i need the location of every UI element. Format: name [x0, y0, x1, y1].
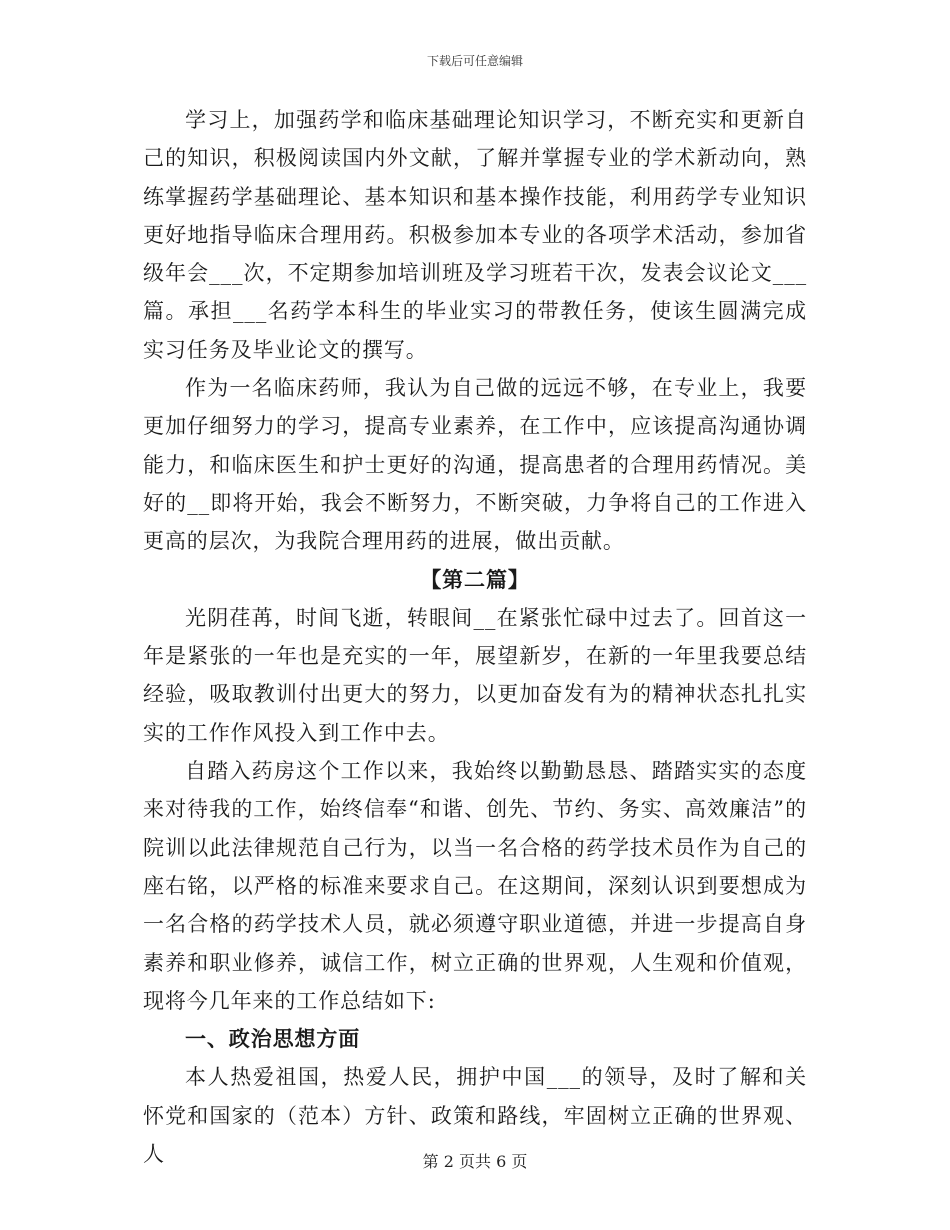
document-body [143, 101, 807, 1173]
subheading-political-thought: 一、政治思想方面 [185, 1026, 361, 1052]
section-title: 【第二篇】 [420, 566, 530, 592]
paragraph-time-flies: 光阴荏苒，时间飞逝，转眼间__在紧张忙碌中过去了。回首这一年是紧张的一年也是充实的一年，展望新岁，在新的一年里我要总结经验，吸取教训付出更大的努力，以更加奋发有为的精神状态扎扎实实的工作作风投入到工作中去。 [143, 605, 807, 745]
paragraph-patriotism: 本人热爱祖国，热爱人民，拥护中国___的领导，及时了解和关怀党和国家的（范本）方针、政策和路线，牢固树立正确的世界观、人 [143, 1065, 807, 1167]
paragraph-pharmacy-work: 自踏入药房这个工作以来，我始终以勤勤恳恳、踏踏实实的态度来对待我的工作，始终信奉“和谐、创先、节约、务实、高效廉洁”的院训以此法律规范自己行为，以当一名合格的药学技术员作为自己的座右铭，以严格的标准来要求自己。在这期间，深刻认识到要想成为一名合格的药学技术人员，就必须遵守职业道德，并进一步提高自身素养和职业修养，诚信工作，树立正确的世界观，人生观和价值观，现将今几年来的工作总结如下: [143, 759, 807, 1013]
paragraph-clinical-pharmacist: 作为一名临床药师，我认为自己做的远远不够，在专业上，我要更加仔细努力的学习，提高专业素养，在工作中，应该提高沟通协调能力，和临床医生和护士更好的沟通，提高患者的合理用药情况。美好的__即将开始，我会不断努力，不断突破，力争将自己的工作进入更高的层次，为我院合理用药的进展，做出贡献。 [143, 376, 807, 554]
paragraph-study: 学习上，加强药学和临床基础理论知识学习，不断充实和更新自己的知识，积极阅读国内外文献，了解并掌握专业的学术新动向，熟练掌握药学基础理论、基本知识和基本操作技能，利用药学专业知识更好地指导临床合理用药。积极参加本专业的各项学术活动，参加省级年会___次，不定期参加培训班及学习班若干次，发表会议论文___篇。承担___名药学本科生的毕业实习的带教任务，使该生圆满完成实习任务及毕业论文的撰写。 [143, 108, 807, 362]
page-number: 第 2 页共 6 页 [422, 1152, 528, 1171]
page-header: 下载后可任意编辑 [426, 54, 523, 68]
